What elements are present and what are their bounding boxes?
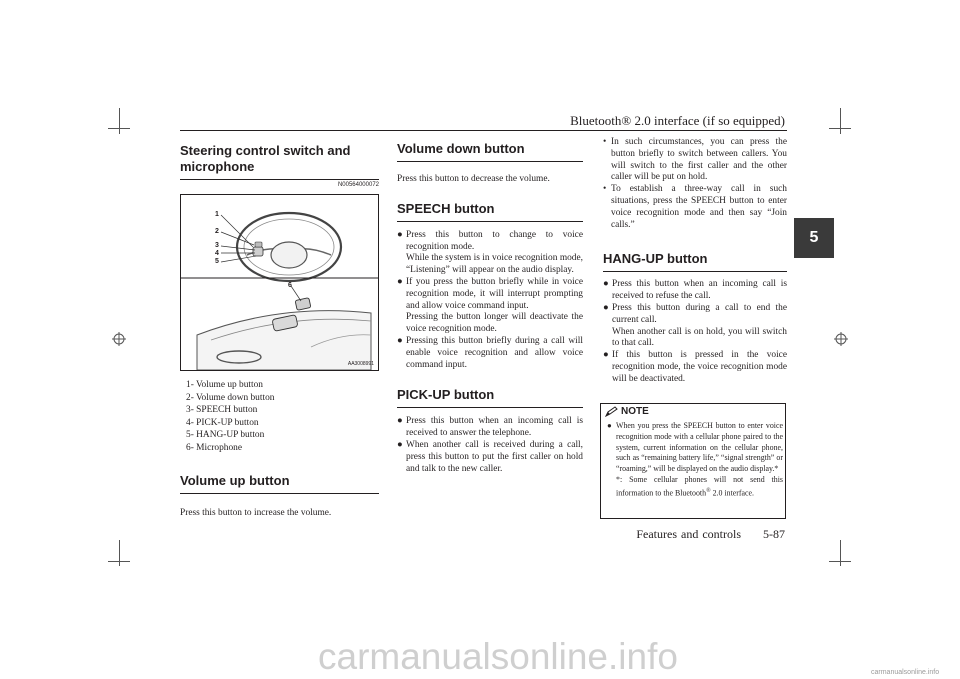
figure-code: AA3008991	[347, 361, 374, 367]
volume-down-text: Press this button to decrease the volume.	[397, 174, 550, 184]
sub-item: • To establish a three-way call in such situations, press the SPEECH button to enter voice recognition mode and then say “Join calls.”	[603, 184, 787, 230]
speech-bullet: ● If you press the button briefly while in voice recognition mode, it will interrupt prompting and allow voice command input. Pressing the button longer will deactivate the voice recognition mode.	[397, 276, 583, 335]
section-rule	[180, 493, 379, 494]
column-3	[603, 137, 787, 386]
footer-section: Features and controls	[636, 527, 741, 541]
sub-item: • In such circumstances, you can press the button briefly to switch between callers. You will switch to the first caller and the other caller will be put on hold.	[603, 137, 787, 183]
note-header	[601, 404, 653, 419]
legend-item: 3- SPEECH button	[186, 405, 258, 415]
legend-item: 4- PICK-UP button	[186, 417, 259, 428]
section-title-volume-up: Volume up button	[180, 473, 290, 488]
section-rule	[397, 407, 583, 408]
callout-label: 2	[215, 228, 219, 235]
steering-wheel-illustration	[181, 195, 378, 370]
column-1	[180, 143, 379, 520]
crop-mark	[840, 540, 841, 566]
crop-mark	[829, 128, 851, 129]
note-box	[600, 403, 786, 519]
section-rule	[603, 271, 787, 272]
callout-label: 1	[215, 211, 219, 218]
hangup-bullet: ● If this button is pressed in the voice recognition mode, the voice recognition mode will be deactivated.	[603, 350, 787, 384]
section-title-pickup: PICK-UP button	[397, 387, 495, 403]
crop-mark	[119, 108, 120, 134]
section-title-hangup: HANG-UP button	[603, 251, 708, 267]
running-header: Bluetooth® 2.0 interface (if so equipped)	[570, 113, 785, 128]
note-footnote: *: Some cellular phones will not send this information to the Bluetooth® 2.0 interface.	[616, 474, 783, 498]
figure-legend	[180, 379, 379, 454]
callout-label: 4	[215, 250, 219, 257]
column-2	[397, 141, 583, 475]
page-number: 5-87	[763, 527, 785, 541]
note-bullet: ● When you press the SPEECH button to enter voice recognition mode with a cellular phone paired to the system, current information on the cellular phone, such as “remaining battery life,” “signal strength” or “roaming,” will be displayed on the audio display.*	[607, 421, 783, 474]
watermark: carmanualsonline.info	[318, 636, 678, 677]
note-pencil-icon	[605, 406, 618, 417]
hangup-bullet: ● Press this button when an incoming call is received to refuse the call.	[603, 279, 787, 302]
crop-mark	[829, 561, 851, 562]
callout-label: 3	[215, 242, 219, 249]
section-rule	[397, 161, 583, 162]
crop-mark	[119, 540, 120, 566]
watermark-small: carmanualsonline.info	[871, 669, 940, 676]
section-title-volume-down: Volume down button	[397, 141, 525, 156]
chapter-tab: 5	[794, 218, 834, 258]
bullet-icon: •	[603, 184, 607, 195]
hangup-bullet: ● Press this button during a call to end the current call. When another call is on hold, you will switch to that call.	[603, 302, 787, 349]
callout-label: 5	[215, 258, 219, 265]
registration-mark-icon	[834, 332, 848, 346]
title-line: Steering control switch and	[180, 143, 351, 158]
section-title-steering-control	[180, 143, 379, 175]
bullet-icon: ●	[397, 335, 403, 346]
note-label: NOTE	[621, 406, 649, 417]
crop-mark	[108, 561, 130, 562]
bullet-icon: •	[603, 137, 607, 147]
bullet-icon: ●	[397, 276, 403, 287]
steering-figure	[180, 194, 379, 371]
bullet-icon: ●	[603, 350, 609, 361]
legend-item: 5- HANG-UP button	[186, 430, 265, 440]
bullet-icon: ●	[603, 279, 609, 290]
header-rule	[180, 130, 787, 131]
pickup-bullet: ● When another call is received during a call, press this button to put the first caller on hold and talk to the new caller.	[397, 439, 583, 474]
speech-bullet: ● Press this button to change to voice recognition mode. While the system is in voice recognition mode, “Listening” will appear on the audio display.	[397, 229, 583, 276]
legend-item: 6- Microphone	[186, 442, 242, 453]
pickup-bullet: ● Press this button when an incoming call is received to answer the telephone.	[397, 416, 583, 439]
bullet-icon: ●	[397, 439, 403, 450]
page-footer	[636, 527, 785, 542]
section-title-speech: SPEECH button	[397, 200, 495, 216]
doc-code: N00564000072	[337, 182, 379, 188]
bullet-icon: ●	[397, 229, 403, 240]
legend-item: 2- Volume down button	[186, 392, 275, 403]
callout-label: 6	[288, 282, 292, 289]
bullet-icon: ●	[607, 421, 612, 430]
speech-bullet: ● Pressing this button briefly during a call will enable voice recognition and allow voice command input.	[397, 335, 583, 370]
crop-mark	[108, 128, 130, 129]
legend-item: 1- Volume up button	[186, 380, 263, 390]
note-body	[607, 421, 783, 499]
title-line: microphone	[180, 159, 255, 174]
bullet-icon: ●	[603, 302, 609, 313]
bullet-icon: ●	[397, 416, 403, 427]
section-rule	[397, 221, 583, 222]
registration-mark-icon	[112, 332, 126, 346]
section-rule	[180, 179, 379, 180]
volume-up-text: Press this button to increase the volume.	[180, 508, 332, 518]
crop-mark	[840, 108, 841, 134]
